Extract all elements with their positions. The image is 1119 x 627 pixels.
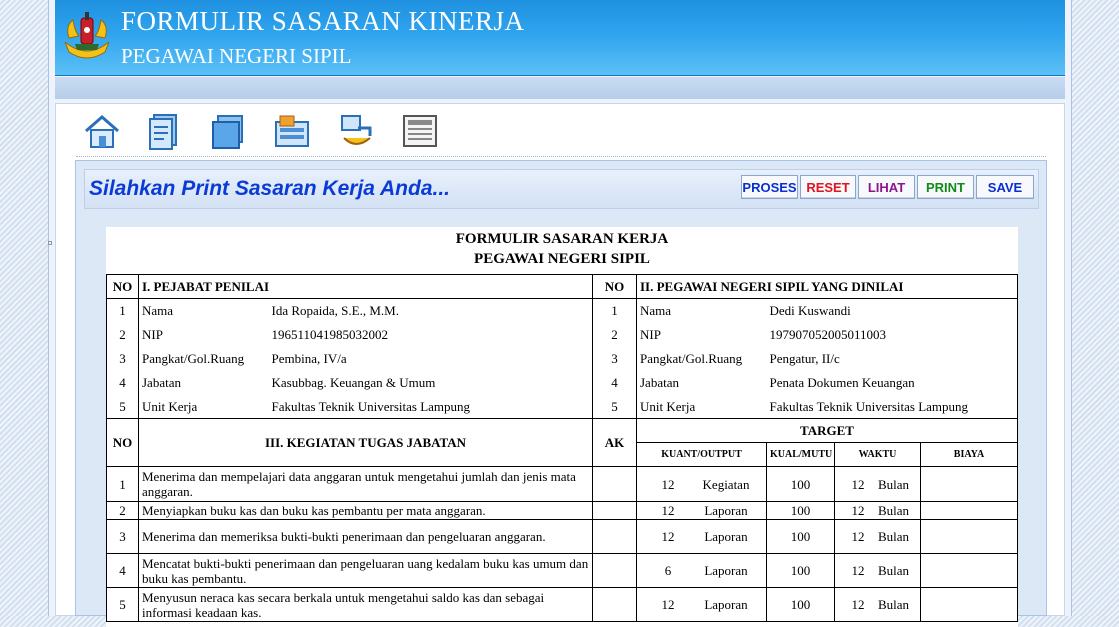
field-label: Jabatan [142, 375, 181, 390]
officials-header-row [107, 275, 1018, 299]
waktu-cell [835, 467, 921, 502]
waktu-unit: Bulan [878, 529, 910, 544]
biaya-header: BIAYA [921, 443, 1018, 467]
waktu-unit: Bulan [878, 597, 910, 612]
biaya-cell [921, 554, 1018, 588]
ak-cell [593, 554, 637, 588]
save-button[interactable]: SAVE [976, 175, 1034, 199]
waktu-cell [835, 520, 921, 554]
content-title: Silahkan Print Sasaran Kerja Anda... [89, 177, 451, 200]
kuant-cell [637, 554, 767, 588]
section3-title: III. KEGIATAN TUGAS JABATAN [139, 419, 593, 467]
activity-row [107, 502, 1018, 520]
waktu-unit: Bulan [878, 563, 910, 578]
row-no: 3 [107, 520, 139, 554]
waktu-cell [835, 554, 921, 588]
print-button[interactable]: PRINT [917, 175, 974, 199]
table-row [107, 395, 1018, 419]
field-label: Pangkat/Gol.Ruang [142, 351, 245, 366]
field-value: 197907052005011003 [767, 323, 1018, 347]
activity-row [107, 588, 1018, 622]
section2-title: II. PEGAWAI NEGERI SIPIL YANG DINILAI [637, 275, 1018, 299]
document-title: FORMULIR SASARAN KERJA [455, 231, 669, 247]
activity-text: Menerima dan memeriksa bukti-bukti penerimaan dan pengeluaran anggaran. [139, 520, 593, 554]
kuant-cell [637, 588, 767, 622]
mutu-value: 100 [767, 467, 835, 502]
officials-table [106, 274, 1018, 419]
field-value: Pembina, IV/a [269, 347, 593, 371]
qty-unit: Laporan [704, 597, 748, 612]
waktu-header: WAKTU [835, 443, 921, 467]
mutu-value: 100 [767, 502, 835, 520]
activity-row [107, 554, 1018, 588]
kuant-cell [637, 467, 767, 502]
field-value: Fakultas Teknik Universitas Lampung [269, 395, 593, 419]
qty-value: 12 [661, 476, 675, 492]
field-value: Kasubbag. Keuangan & Umum [269, 371, 593, 395]
activity-row [107, 520, 1018, 554]
ak-cell [593, 588, 637, 622]
qty-value: 12 [661, 529, 675, 544]
no-header: NO [107, 275, 139, 299]
action-buttons [741, 175, 1034, 199]
content-header [84, 169, 1039, 209]
biaya-cell [921, 588, 1018, 622]
header-title: FORMULIR SASARAN KINERJA [121, 6, 525, 36]
field-label: Unit Kerja [139, 395, 269, 419]
activity-text: Menyusun neraca kas secara berkala untuk mengetahui saldo kas dan sebagai informasi keadaan kas. [139, 588, 593, 622]
lihat-button[interactable]: LIHAT [858, 175, 915, 199]
database-icon[interactable] [272, 112, 312, 150]
kuant-cell [637, 502, 767, 520]
biaya-cell [921, 502, 1018, 520]
table-row [107, 323, 1018, 347]
waktu-value: 12 [851, 476, 865, 492]
kuant-cell [637, 520, 767, 554]
reset-button[interactable]: RESET [800, 175, 856, 199]
document-icon[interactable] [144, 112, 184, 150]
kual-mutu-header: KUAL/MUTU [767, 443, 835, 467]
field-label: Nama [640, 303, 672, 319]
logo-emblem-icon [61, 8, 113, 64]
kuant-output-header: KUANT/OUTPUT [637, 443, 767, 467]
field-label: Jabatan [640, 375, 679, 390]
separator [76, 156, 1046, 157]
waktu-value: 12 [851, 503, 865, 518]
no-header: NO [107, 419, 139, 467]
field-value: Penata Dokumen Keuangan [767, 371, 1018, 395]
ak-header: AK [593, 419, 637, 467]
transfer-icon[interactable] [336, 112, 376, 150]
report-icon[interactable] [400, 112, 440, 150]
table-row [107, 347, 1018, 371]
home-icon[interactable] [82, 112, 122, 150]
row-no: 2 [107, 502, 139, 520]
biaya-cell [921, 520, 1018, 554]
document-paper [106, 227, 1018, 627]
field-value: 196511041985032002 [269, 323, 593, 347]
waktu-value: 12 [851, 597, 865, 612]
activity-text: Menyiapkan buku kas dan buku kas pembantu per mata anggaran. [139, 502, 593, 520]
field-label: NIP [142, 327, 163, 342]
field-label: NIP [640, 327, 661, 342]
qty-unit: Laporan [704, 503, 748, 518]
ak-cell [593, 502, 637, 520]
mutu-value: 100 [767, 588, 835, 622]
row-no: 1 [107, 299, 139, 323]
table-row [107, 371, 1018, 395]
ak-cell [593, 467, 637, 502]
field-value: Ida Ropaida, S.E., M.M. [269, 299, 593, 323]
waktu-cell [835, 588, 921, 622]
qty-value: 12 [661, 503, 675, 518]
row-no: 4 [593, 371, 637, 395]
row-no: 5 [593, 395, 637, 419]
biaya-cell [921, 467, 1018, 502]
row-no: 4 [107, 554, 139, 588]
activities-table [106, 418, 1018, 622]
proses-button[interactable]: PROSES [741, 175, 798, 199]
field-value: Fakultas Teknik Universitas Lampung [767, 395, 1018, 419]
row-no: 2 [593, 323, 637, 347]
field-label: Unit Kerja [637, 395, 767, 419]
waktu-unit: Bulan [878, 476, 910, 492]
qty-unit: Laporan [704, 563, 748, 578]
table-row [107, 299, 1018, 323]
waktu-unit: Bulan [878, 503, 910, 518]
qty-value: 6 [664, 563, 672, 578]
no-header: NO [593, 275, 637, 299]
waktu-value: 12 [851, 563, 865, 578]
activities-header-row [107, 419, 1018, 443]
row-no: 1 [107, 467, 139, 502]
field-value: Pengatur, II/c [767, 347, 1018, 371]
row-no: 4 [107, 371, 139, 395]
qty-unit: Laporan [704, 529, 748, 544]
qty-value: 12 [661, 597, 675, 612]
activity-text: Mencatat bukti-bukti penerimaan dan pengeluaran uang kedalam buku kas umum dan buku kas pembantu. [139, 554, 593, 588]
content-frame [75, 160, 1047, 620]
sub-bar [55, 77, 1065, 99]
waktu-cell [835, 502, 921, 520]
activity-row [107, 467, 1018, 502]
document-subtitle: PEGAWAI NEGERI SIPIL [474, 251, 650, 267]
header-subtitle: PEGAWAI NEGERI SIPIL [121, 44, 352, 68]
row-no: 3 [107, 347, 139, 371]
mutu-value: 100 [767, 554, 835, 588]
field-value: Dedi Kuswandi [767, 299, 1018, 323]
row-no: 5 [107, 588, 139, 622]
target-header: TARGET [637, 419, 1018, 443]
section1-title: I. PEJABAT PENILAI [139, 275, 593, 299]
row-no: 3 [593, 347, 637, 371]
activity-text: Menerima dan mempelajari data anggaran untuk mengetahui jumlah dan jenis mata anggaran. [139, 467, 593, 502]
row-no: 5 [107, 395, 139, 419]
resize-handle[interactable] [48, 241, 52, 245]
row-no: 1 [593, 299, 637, 323]
qty-unit: Kegiatan [702, 476, 750, 492]
folder-icon[interactable] [208, 112, 248, 150]
mutu-value: 100 [767, 520, 835, 554]
field-label: Nama [142, 303, 174, 319]
ak-cell [593, 520, 637, 554]
header-banner [55, 0, 1065, 76]
waktu-value: 12 [851, 529, 865, 544]
field-label: Pangkat/Gol.Ruang [640, 351, 743, 366]
row-no: 2 [107, 323, 139, 347]
